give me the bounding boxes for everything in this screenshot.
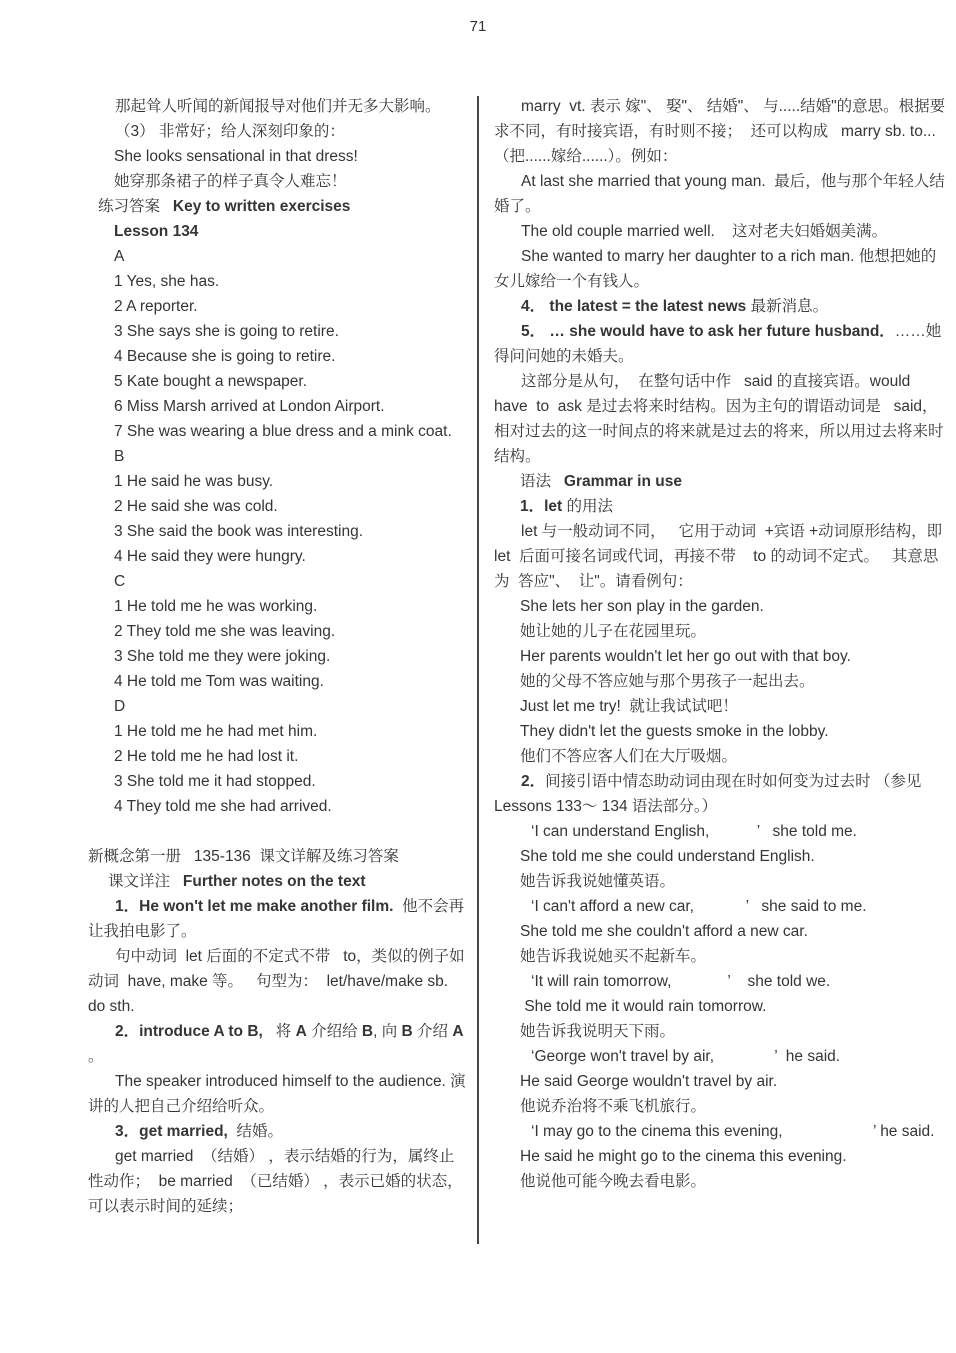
text-run: She wanted to marry her daughter to a rich man. 他想把她的女儿嫁给一个有钱人。 <box>494 248 937 290</box>
bold-text-run: 2．introduce A to B, <box>115 1023 268 1040</box>
text-line <box>494 619 946 644</box>
text-line <box>88 294 466 319</box>
text-run: , 向 <box>373 1023 402 1040</box>
text-run: 3 She told me they were joking. <box>114 648 331 665</box>
text-line <box>88 844 466 869</box>
text-run: 将 <box>267 1023 296 1040</box>
text-run: 他不会再让我拍电影了。 <box>88 898 465 940</box>
text-line <box>88 519 466 544</box>
text-line <box>88 244 466 269</box>
text-line <box>494 894 946 919</box>
text-line <box>88 469 466 494</box>
text-run: 他说他可能今晚去看电影。 <box>520 1173 707 1190</box>
text-run: marry vt. 表示 嫁"、 娶"、 结婚"、 与.....结婚"的意思。根据要求不同，有时接宾语，有时则不接； 还可以构成 marry sb. to...（把......嫁给......）。例如： <box>494 98 946 165</box>
text-run: 2 They told me she was leaving. <box>114 623 336 640</box>
text-run: 新概念第一册 135-136 课文详解及练习答案 <box>88 848 399 865</box>
text-line <box>494 769 946 819</box>
text-run: 间接引语中情态助动词由现在时如何变为过去时 （参见 Lessons 133～ 134 语法部分。） <box>494 773 931 815</box>
text-line <box>88 644 466 669</box>
text-run: ‘George won't travel by air, ’ he said. <box>531 1048 841 1065</box>
text-run: 那起耸人听闻的新闻报导对他们并无多大影响。 <box>115 98 441 115</box>
text-run: The old couple married well. 这对老夫妇婚姻美满。 <box>521 223 888 240</box>
text-line <box>494 94 946 169</box>
text-line <box>88 619 466 644</box>
text-line <box>88 544 466 569</box>
text-run: （3） 非常好；给人深刻印象的： <box>115 123 345 140</box>
text-line <box>88 144 466 169</box>
text-run: 4 They told me she had arrived. <box>114 798 332 815</box>
text-run: 练习答案 <box>98 198 173 215</box>
text-run: let 与一般动词不同， 它用于动词 +宾语 +动词原形结构，即 let 后面可接名词或代词，再接不带 to 的动词不定式。 其意思为 答应"、 让"。请看例句： <box>494 523 956 590</box>
text-line <box>494 219 946 244</box>
text-run: 2 He told me he had lost it. <box>114 748 299 765</box>
text-line <box>494 1044 946 1069</box>
text-run: 1 He told me he was working. <box>114 598 318 615</box>
text-run: She told me she couldn't afford a new car. <box>520 923 808 940</box>
text-run: 3 She told me it had stopped. <box>114 773 316 790</box>
text-line <box>88 494 466 519</box>
text-line <box>88 944 466 1019</box>
page-number: 71 <box>469 18 487 35</box>
text-run: 介绍给 <box>306 1023 362 1040</box>
text-line <box>494 519 956 594</box>
text-run: 3 She said the book was interesting. <box>114 523 364 540</box>
text-run: She lets her son play in the garden. <box>520 598 764 615</box>
left-column <box>88 94 466 1219</box>
text-run: Her parents wouldn't let her go out with that boy. <box>520 648 851 665</box>
text-run: 4 Because she is going to retire. <box>114 348 336 365</box>
text-run: 课文详注 <box>108 873 183 890</box>
text-run: 她的父母不答应她与那个男孩子一起出去。 <box>520 673 815 690</box>
text-line <box>88 569 466 594</box>
text-line <box>88 794 466 819</box>
text-run: 4 He told me Tom was waiting. <box>114 673 324 690</box>
text-run: 她告诉我说她买不起新车。 <box>520 948 707 965</box>
text-run: She looks sensational in that dress! <box>114 148 358 165</box>
text-line <box>88 119 466 144</box>
text-line <box>494 319 946 369</box>
text-line <box>88 1019 466 1069</box>
text-line <box>494 1019 946 1044</box>
text-run: 她穿那条裙子的样子真令人难忘！ <box>114 173 347 190</box>
text-line <box>494 644 946 669</box>
text-line <box>494 744 946 769</box>
text-line <box>494 494 946 519</box>
text-run: 这部分是从句， 在整句话中作 said 的直接宾语。would have to ask 是过去将来时结构。因为主句的谓语动词是 said，相对过去的这一时间点的将来就是过去的将来，所以用过去将来时结构。 <box>494 373 944 465</box>
text-line <box>88 344 466 369</box>
bold-text-run: 3．get married, <box>115 1123 233 1140</box>
text-run: She told me she could understand English. <box>520 848 815 865</box>
text-line <box>494 169 946 219</box>
text-run: 1 He said he was busy. <box>114 473 274 490</box>
bold-text-run: B <box>401 1023 413 1040</box>
text-run: 7 She was wearing a blue dress and a mink coat. <box>114 423 452 440</box>
text-run: 。 <box>88 1023 468 1065</box>
text-run: He said George wouldn't travel by air. <box>520 1073 778 1090</box>
text-run: 2 He said she was cold. <box>114 498 278 515</box>
text-run: ‘I can't afford a new car, ’ she said to me. <box>531 898 867 915</box>
right-column <box>494 94 956 1194</box>
text-run: 1 He told me he had met him. <box>114 723 318 740</box>
bold-text-run: Lesson 134 <box>114 223 199 240</box>
text-line <box>88 319 466 344</box>
text-line <box>88 394 466 419</box>
text-line <box>88 219 466 244</box>
bold-text-run: 1．He won't let me make another film. <box>115 898 394 915</box>
text-line <box>494 919 946 944</box>
bold-text-run: A <box>295 1023 307 1040</box>
text-run: She told me it would rain tomorrow. <box>520 998 767 1015</box>
bold-text-run: 4． the latest = the latest news <box>521 298 751 315</box>
text-line <box>494 1094 946 1119</box>
spacer-line <box>88 819 466 844</box>
text-line <box>88 719 466 744</box>
text-line <box>494 694 946 719</box>
text-line <box>88 369 466 394</box>
column-divider <box>477 96 479 1244</box>
text-run: Just let me try! 就让我试试吧！ <box>520 698 738 715</box>
text-run: 他说乔治将不乘飞机旅行。 <box>520 1098 707 1115</box>
text-run: ‘I may go to the cinema this evening, ’ he said. <box>531 1123 935 1140</box>
text-line <box>88 444 466 469</box>
text-run: 句中动词 let 后面的不定式不带 to，类似的例子如动词 have, make 等。 句型为： let/have/make sb. do sth. <box>88 948 465 1015</box>
text-run: 3 She says she is going to retire. <box>114 323 339 340</box>
text-line <box>494 244 946 294</box>
text-line <box>494 719 946 744</box>
text-run: 语法 <box>520 473 564 490</box>
text-run: ……她得问问她的未婚夫。 <box>494 323 942 365</box>
text-run: 她告诉我说她懂英语。 <box>520 873 676 890</box>
text-run: 的用法 <box>566 498 614 515</box>
text-run: At last she married that young man. 最后，他与那个年轻人结婚了。 <box>494 173 945 215</box>
text-line <box>494 469 946 494</box>
text-run: 结婚。 <box>232 1123 283 1140</box>
text-run: 4 He said they were hungry. <box>114 548 306 565</box>
bold-text-run: Grammar in use <box>563 473 682 490</box>
text-line <box>494 944 946 969</box>
text-line <box>494 969 946 994</box>
text-line <box>494 869 946 894</box>
text-line <box>88 869 466 894</box>
text-line <box>88 744 466 769</box>
text-line <box>88 194 466 219</box>
text-run: 最新消息。 <box>750 298 829 315</box>
text-run: A <box>114 248 125 265</box>
text-run: They didn't let the guests smoke in the lobby. <box>520 723 829 740</box>
text-line <box>494 1069 946 1094</box>
bold-text-run: B <box>361 1023 374 1040</box>
text-line <box>494 669 946 694</box>
text-run: The speaker introduced himself to the audience. 演讲的人把自己介绍给听众。 <box>88 1073 466 1115</box>
text-run: 他们不答应客人们在大厅吸烟。 <box>520 748 738 765</box>
text-run: 1 Yes, she has. <box>114 273 220 290</box>
text-run: 6 Miss Marsh arrived at London Airport. <box>114 398 385 415</box>
text-run: get married （结婚） ，表示结婚的行为，属终止性动作； be married （已结婚） ，表示已婚的状态，可以表示时间的延续； <box>88 1148 463 1215</box>
bold-text-run: A <box>452 1023 464 1040</box>
text-line <box>494 844 946 869</box>
text-line <box>88 1144 466 1219</box>
text-run: 她告诉我说明天下雨。 <box>520 1023 676 1040</box>
text-line <box>88 594 466 619</box>
text-line <box>494 994 946 1019</box>
text-line <box>88 419 466 444</box>
bold-text-run: 1．let <box>520 498 567 515</box>
text-line <box>494 369 946 469</box>
text-line <box>88 1069 466 1119</box>
text-run: 2 A reporter. <box>114 298 198 315</box>
text-line <box>88 269 466 294</box>
text-line <box>88 169 466 194</box>
text-line <box>494 1169 946 1194</box>
text-run: D <box>114 698 126 715</box>
text-run: He said he might go to the cinema this evening. <box>520 1148 847 1165</box>
text-line <box>494 819 946 844</box>
bold-text-run: Further notes on the text <box>182 873 366 890</box>
text-run: 她让她的儿子在花园里玩。 <box>520 623 707 640</box>
text-run: 5 Kate bought a newspaper. <box>114 373 308 390</box>
text-line <box>88 669 466 694</box>
text-line <box>88 694 466 719</box>
bold-text-run: 2． <box>521 773 546 790</box>
text-run: 介绍 <box>412 1023 453 1040</box>
text-line <box>88 1119 466 1144</box>
text-run: B <box>114 448 125 465</box>
bold-text-run: 5． … she would have to ask her future husband． <box>521 323 895 340</box>
text-line <box>494 1144 946 1169</box>
text-line <box>494 594 946 619</box>
text-run: C <box>114 573 126 590</box>
text-line <box>88 769 466 794</box>
text-line <box>494 1119 946 1144</box>
bold-text-run: Key to written exercises <box>172 198 351 215</box>
text-line <box>88 894 466 944</box>
text-line <box>494 294 946 319</box>
text-line <box>88 94 466 119</box>
text-run: ‘I can understand English, ’ she told me. <box>531 823 857 840</box>
text-run: ‘It will rain tomorrow, ’ she told we. <box>531 973 831 990</box>
